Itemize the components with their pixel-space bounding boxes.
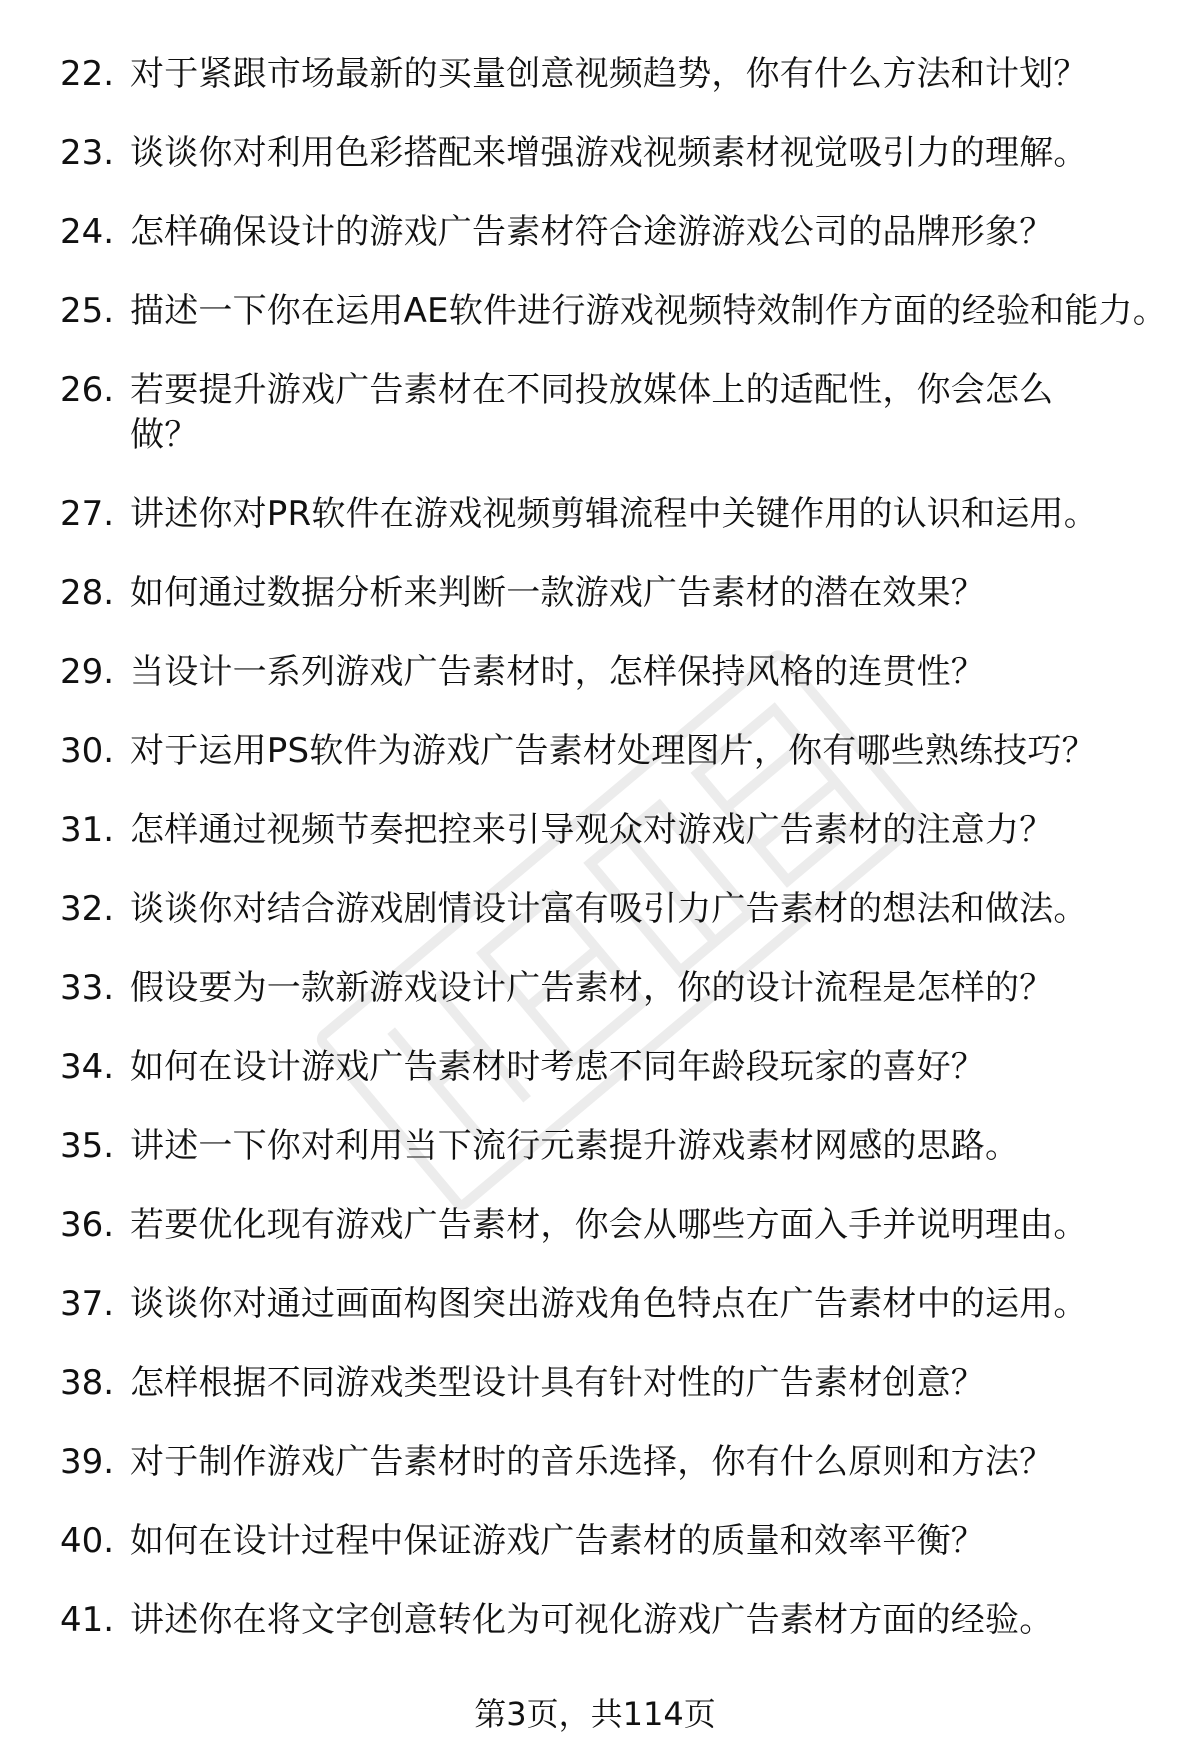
question-number: 27. — [60, 494, 115, 534]
question-item — [60, 887, 1170, 932]
question-text: 如何通过数据分析来判断一款游戏广告素材的潜在效果？ — [130, 573, 985, 613]
question-item — [60, 808, 1170, 853]
question-text: 怎样根据不同游戏类型设计具有针对性的广告素材创意？ — [130, 1363, 985, 1403]
question-number: 36. — [60, 1205, 115, 1245]
question-item — [60, 1519, 1170, 1564]
question-number: 22. — [60, 54, 115, 94]
question-text: 怎样通过视频节奏把控来引导观众对游戏广告素材的注意力？ — [130, 810, 1054, 850]
question-number: 37. — [60, 1284, 115, 1324]
question-text: 对于运用PS软件为游戏广告素材处理图片，你有哪些熟练技巧？ — [130, 731, 1096, 771]
question-item — [60, 492, 1170, 537]
question-item — [60, 1124, 1170, 1169]
question-item — [60, 650, 1170, 695]
question-number: 41. — [60, 1600, 115, 1640]
question-item — [60, 1203, 1170, 1248]
question-item — [60, 131, 1170, 176]
question-number: 26. — [60, 370, 115, 410]
question-text: 谈谈你对利用色彩搭配来增强游戏视频素材视觉吸引力的理解。 — [130, 133, 1088, 173]
question-number: 29. — [60, 652, 115, 692]
question-number: 39. — [60, 1442, 115, 1482]
question-text: 谈谈你对通过画面构图突出游戏角色特点在广告素材中的运用。 — [130, 1284, 1088, 1324]
question-text: 讲述你对PR软件在游戏视频剪辑流程中关键作用的认识和运用。 — [130, 494, 1098, 534]
question-text: 当设计一系列游戏广告素材时，怎样保持风格的连贯性？ — [130, 652, 985, 692]
question-number: 24. — [60, 212, 115, 252]
question-text: 对于紧跟市场最新的买量创意视频趋势，你有什么方法和计划？ — [130, 54, 1088, 94]
question-item — [60, 966, 1170, 1011]
question-number: 35. — [60, 1126, 115, 1166]
question-item — [60, 289, 1170, 334]
question-item — [60, 1045, 1170, 1090]
question-text: 对于制作游戏广告素材时的音乐选择，你有什么原则和方法？ — [130, 1442, 1054, 1482]
question-text: 描述一下你在运用AE软件进行游戏视频特效制作方面的经验和能力。 — [130, 291, 1167, 331]
question-item — [60, 368, 1170, 458]
question-number: 33. — [60, 968, 115, 1008]
question-number: 30. — [60, 731, 115, 771]
question-number: 28. — [60, 573, 115, 613]
question-text: 讲述一下你对利用当下流行元素提升游戏素材网感的思路。 — [130, 1126, 1020, 1166]
question-number: 40. — [60, 1521, 115, 1561]
question-number: 38. — [60, 1363, 115, 1403]
page-footer: 第3页，共114页 — [474, 1695, 716, 1733]
question-item — [60, 210, 1170, 255]
question-item — [60, 729, 1170, 774]
question-item — [60, 1598, 1170, 1643]
question-item — [60, 1361, 1170, 1406]
question-text: 谈谈你对结合游戏剧情设计富有吸引力广告素材的想法和做法。 — [130, 889, 1088, 929]
question-number: 34. — [60, 1047, 115, 1087]
question-text: 若要优化现有游戏广告素材，你会从哪些方面入手并说明理由。 — [130, 1205, 1088, 1245]
question-text: 若要提升游戏广告素材在不同投放媒体上的适配性，你会怎么做？ — [130, 370, 1054, 455]
question-number: 23. — [60, 133, 115, 173]
question-item — [60, 1440, 1170, 1485]
question-text: 如何在设计游戏广告素材时考虑不同年龄段玩家的喜好？ — [130, 1047, 985, 1087]
question-text: 讲述你在将文字创意转化为可视化游戏广告素材方面的经验。 — [130, 1600, 1054, 1640]
question-number: 32. — [60, 889, 115, 929]
question-item — [60, 1282, 1170, 1327]
question-number: 31. — [60, 810, 115, 850]
question-item — [60, 571, 1170, 616]
question-text: 假设要为一款新游戏设计广告素材，你的设计流程是怎样的？ — [130, 968, 1054, 1008]
question-item — [60, 52, 1170, 97]
question-text: 怎样确保设计的游戏广告素材符合途游游戏公司的品牌形象？ — [130, 212, 1054, 252]
question-text: 如何在设计过程中保证游戏广告素材的质量和效率平衡？ — [130, 1521, 985, 1561]
question-list — [60, 52, 1170, 1677]
question-number: 25. — [60, 291, 115, 331]
